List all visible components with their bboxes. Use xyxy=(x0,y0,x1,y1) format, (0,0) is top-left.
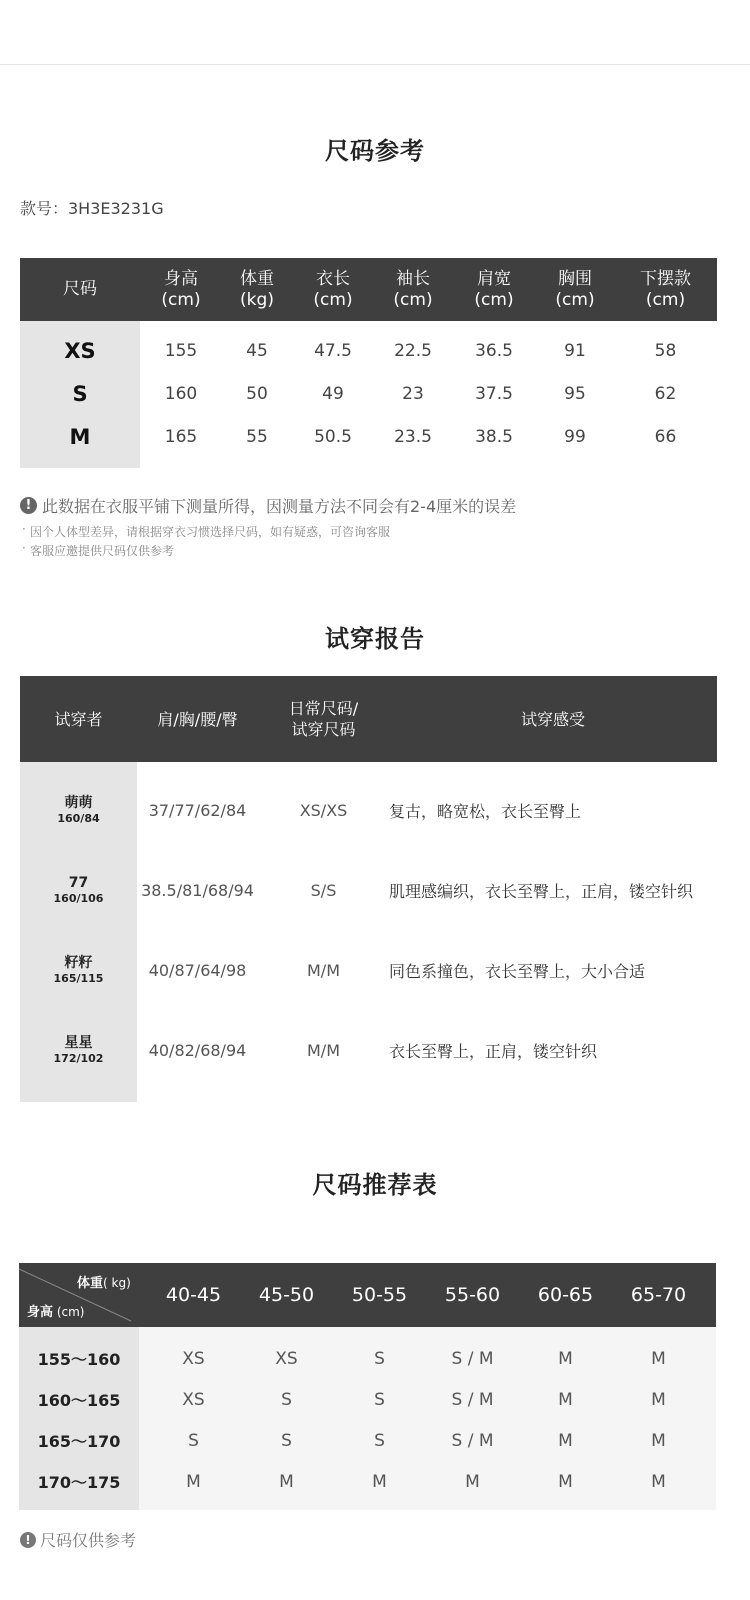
note-sub-2: · 客服应邀提供尺码仅供参考 xyxy=(30,542,174,559)
weight-col-header: 65-70 xyxy=(630,1284,687,1306)
rec-size-cell: M xyxy=(558,1471,573,1492)
rec-size-cell: S xyxy=(281,1430,292,1451)
height-cell: 155 xyxy=(164,340,198,361)
table-row xyxy=(19,1461,716,1502)
hem-cell: 62 xyxy=(654,383,677,404)
feel-cell: 衣长至臀上，正肩，镂空针织 xyxy=(389,1041,598,1061)
rec-size-cell: S xyxy=(374,1389,385,1410)
rec-size-cell: M xyxy=(651,1471,666,1492)
header-measures-label: 肩/胸/腰/臀 xyxy=(157,709,238,729)
hem-cell: 66 xyxy=(654,426,677,447)
tester-name: 萌萌 xyxy=(64,794,93,811)
size-cell: XS xyxy=(64,338,96,363)
rec-size-cell: M xyxy=(558,1389,573,1410)
header-chest-label: 胸围 xyxy=(558,268,592,289)
size-cell: XS/XS xyxy=(299,800,348,820)
header-chest-unit: (cm) xyxy=(555,289,595,310)
feel-cell: 复古，略宽松，衣长至臀上 xyxy=(389,801,582,821)
chest-cell: 99 xyxy=(564,426,586,447)
table-row xyxy=(19,1420,716,1461)
rec-size-cell: S xyxy=(188,1430,199,1451)
rec-size-cell: M xyxy=(186,1471,201,1492)
tryon-header xyxy=(20,676,717,762)
weight-cell: 50 xyxy=(246,383,268,404)
rec-size-cell: M xyxy=(558,1348,573,1369)
rec-size-cell: XS xyxy=(275,1348,298,1369)
rec-size-cell: S / M xyxy=(451,1348,494,1369)
tryon-title: 试穿报告 xyxy=(325,625,425,653)
rec-size-cell: S / M xyxy=(451,1389,494,1410)
header-sleeve-unit: (cm) xyxy=(393,289,433,310)
weight-col-header: 50-55 xyxy=(351,1284,408,1306)
measurement-note-text: 此数据在衣服平铺下测量所得，因测量方法不同会有2-4厘米的误差 xyxy=(42,497,517,516)
reference-footnote-text: 尺码仅供参考 xyxy=(40,1531,137,1550)
weight-cell: 55 xyxy=(246,426,268,447)
rec-size-cell: M xyxy=(372,1471,387,1492)
feel-cell: 同色系撞色，衣长至臀上，大小合适 xyxy=(389,961,646,981)
header-height-unit: (cm) xyxy=(161,289,201,310)
note-sub-1: · 因个人体型差异，请根据穿衣习惯选择尺码，如有疑惑，可咨询客服 xyxy=(30,523,390,540)
length-cell: 47.5 xyxy=(314,340,352,361)
header-height-label: 身高 xyxy=(164,268,198,289)
tester-cell xyxy=(20,770,137,850)
size-ref-body xyxy=(20,321,717,468)
height-range-cell: 170～175 xyxy=(37,1473,121,1492)
header-weight-unit: (kg) xyxy=(240,289,274,310)
sleeve-cell: 23 xyxy=(402,383,424,404)
rec-size-cell: M xyxy=(465,1471,480,1492)
chest-cell: 91 xyxy=(564,340,586,361)
header-tester xyxy=(20,676,137,762)
header-weight-label: 体重 xyxy=(240,268,274,289)
header-shoulder-unit: (cm) xyxy=(474,289,514,310)
tester-cell xyxy=(20,930,137,1010)
table-row xyxy=(20,930,717,1010)
size-cell: M xyxy=(69,424,91,449)
header-sizes xyxy=(258,676,389,762)
tester-stats: 160/84 xyxy=(57,811,100,825)
corner-weight-unit: ( kg) xyxy=(103,1276,131,1290)
rec-size-cell: S / M xyxy=(451,1430,494,1451)
header-sizes-line2: 试穿尺码 xyxy=(291,720,356,739)
tester-stats: 165/115 xyxy=(53,971,104,985)
tester-cell xyxy=(20,1010,137,1090)
sleeve-cell: 23.5 xyxy=(394,426,432,447)
top-divider xyxy=(0,64,750,65)
measurement-note xyxy=(20,494,516,517)
measures-cell: 37/77/62/84 xyxy=(148,800,247,820)
height-cell: 160 xyxy=(164,383,198,404)
header-hem-label: 下摆款 xyxy=(640,268,691,289)
header-weight xyxy=(222,258,292,321)
rec-size-cell: S xyxy=(374,1348,385,1369)
weight-cell: 45 xyxy=(246,340,268,361)
header-tester-label: 试穿者 xyxy=(54,709,103,729)
header-sizes-line1: 日常尺码/ xyxy=(288,699,359,718)
size-ref-title: 尺码参考 xyxy=(325,137,425,165)
reference-footnote xyxy=(20,1528,136,1551)
weight-col-header: 40-45 xyxy=(165,1284,222,1306)
table-row xyxy=(20,770,717,850)
header-size xyxy=(20,258,140,321)
header-height xyxy=(140,258,222,321)
model-number: 款号：3H3E3231G xyxy=(20,199,164,218)
table-row xyxy=(20,329,717,372)
sleeve-cell: 22.5 xyxy=(394,340,432,361)
corner-weight-label xyxy=(77,1272,131,1291)
feel-cell: 肌理感编织，衣长至臀上，正肩，镂空针织 xyxy=(389,881,694,901)
height-cell: 165 xyxy=(164,426,198,447)
rec-size-cell: S xyxy=(374,1430,385,1451)
weight-col-header: 60-65 xyxy=(537,1284,594,1306)
rec-size-cell: M xyxy=(279,1471,294,1492)
recommend-body xyxy=(19,1327,716,1510)
header-length xyxy=(292,258,374,321)
length-cell: 49 xyxy=(322,383,344,404)
length-cell: 50.5 xyxy=(314,426,352,447)
height-range-cell: 155～160 xyxy=(37,1350,121,1369)
size-ref-header xyxy=(20,258,717,321)
size-cell: M/M xyxy=(307,1040,340,1060)
shoulder-cell: 36.5 xyxy=(475,340,513,361)
shoulder-cell: 38.5 xyxy=(475,426,513,447)
header-measures xyxy=(137,676,258,762)
hem-cell: 58 xyxy=(654,340,677,361)
table-row xyxy=(20,1010,717,1090)
header-length-unit: (cm) xyxy=(313,289,353,310)
corner-cell xyxy=(19,1263,137,1327)
tester-name: 星星 xyxy=(64,1034,93,1051)
rec-size-cell: M xyxy=(651,1430,666,1451)
alert-icon: ! xyxy=(20,497,37,514)
alert-icon: ! xyxy=(20,1532,36,1548)
header-sleeve-label: 袖长 xyxy=(396,268,430,289)
shoulder-cell: 37.5 xyxy=(475,383,513,404)
header-feel-label: 试穿感受 xyxy=(520,709,585,729)
table-row xyxy=(20,850,717,930)
rec-size-cell: M xyxy=(651,1389,666,1410)
tryon-body xyxy=(20,762,717,1102)
table-row xyxy=(20,415,717,458)
header-feel xyxy=(389,676,717,762)
table-row xyxy=(19,1338,716,1379)
table-row xyxy=(19,1379,716,1420)
header-shoulder-label: 肩宽 xyxy=(477,268,511,289)
rec-size-cell: M xyxy=(651,1348,666,1369)
header-hem xyxy=(614,258,717,321)
recommend-header xyxy=(19,1263,716,1327)
recommend-title: 尺码推荐表 xyxy=(312,1171,438,1199)
height-range-cell: 165～170 xyxy=(37,1432,121,1451)
header-length-label: 衣长 xyxy=(316,268,350,289)
tester-name: 籽籽 xyxy=(64,954,93,971)
tester-name: 77 xyxy=(68,874,89,891)
header-shoulder xyxy=(452,258,536,321)
rec-size-cell: XS xyxy=(182,1348,205,1369)
measures-cell: 40/82/68/94 xyxy=(148,1040,247,1060)
rec-size-cell: M xyxy=(558,1430,573,1451)
height-range-cell: 160～165 xyxy=(37,1391,121,1410)
size-cell: M/M xyxy=(307,960,340,980)
table-row xyxy=(20,372,717,415)
rec-size-cell: S xyxy=(281,1389,292,1410)
tester-stats: 172/102 xyxy=(53,1051,104,1065)
tester-cell xyxy=(20,850,137,930)
size-cell: S xyxy=(72,381,88,406)
weight-col-header: 55-60 xyxy=(444,1284,501,1306)
header-size-label: 尺码 xyxy=(63,279,97,299)
corner-height-text: 身高 xyxy=(27,1305,54,1320)
measures-cell: 38.5/81/68/94 xyxy=(141,880,254,900)
chest-cell: 95 xyxy=(564,383,586,404)
header-hem-unit: (cm) xyxy=(645,289,686,310)
size-cell: S/S xyxy=(310,880,337,900)
measures-cell: 40/87/64/98 xyxy=(148,960,247,980)
header-sleeve xyxy=(374,258,452,321)
corner-weight-text: 体重 xyxy=(77,1276,104,1291)
rec-size-cell: XS xyxy=(182,1389,205,1410)
corner-height-label xyxy=(27,1301,84,1320)
weight-col-header: 45-50 xyxy=(258,1284,315,1306)
tester-stats: 160/106 xyxy=(53,891,104,905)
header-chest xyxy=(536,258,614,321)
corner-height-unit: (cm) xyxy=(53,1305,85,1319)
